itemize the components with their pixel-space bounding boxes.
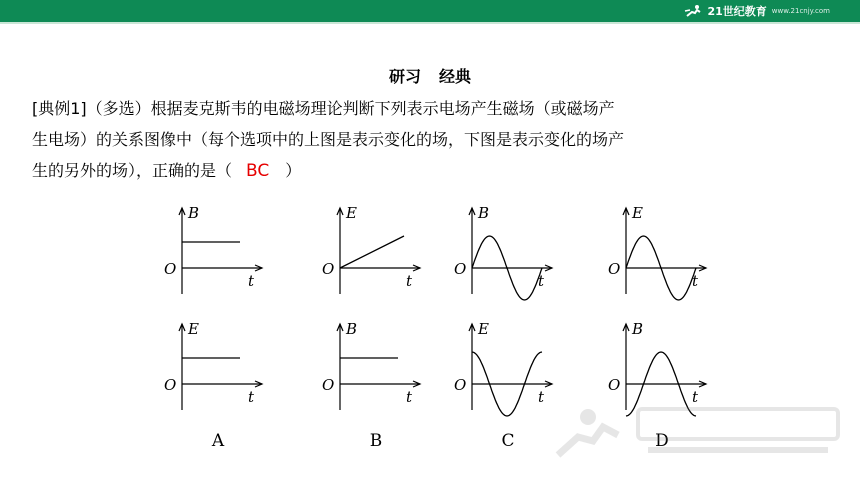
origin-label: O [454, 376, 467, 394]
y-axis-label: B [632, 320, 644, 338]
x-axis-label: t [248, 272, 255, 290]
question-line-2: 生电场）的关系图像中（每个选项中的上图是表示变化的场，下图是表示变化的场产 [32, 130, 625, 149]
y-axis-label: B [188, 204, 200, 222]
logo-url: www.21cnjy.com [771, 7, 830, 15]
option-label: A [211, 431, 225, 451]
origin-label: O [454, 260, 467, 278]
question-line-3-text: 生的另外的场），正确的是（ [32, 161, 233, 180]
graph-curve [340, 236, 404, 268]
x-axis-label: t [692, 272, 699, 290]
x-axis-label: t [538, 388, 545, 406]
y-axis-label: E [346, 204, 357, 222]
x-axis-label: t [248, 388, 255, 406]
origin-label: O [322, 260, 335, 278]
answer-text: BC [246, 161, 270, 181]
y-axis-label: E [478, 320, 489, 338]
option-label: C [501, 431, 515, 451]
origin-label: O [608, 376, 621, 394]
origin-label: O [322, 376, 335, 394]
y-axis-label: E [188, 320, 199, 338]
x-axis-label: t [692, 388, 699, 406]
origin-label: O [164, 260, 177, 278]
section-title-part2: 经典 [439, 67, 472, 86]
option-label: D [655, 431, 669, 451]
question-line-3-close: ） [285, 161, 302, 180]
section-title-part1: 研习 [388, 67, 421, 86]
origin-label: O [164, 376, 177, 394]
logo-text: 21世纪教育 [707, 5, 767, 18]
x-axis-label: t [538, 272, 545, 290]
option-label: B [369, 431, 383, 451]
origin-label: O [608, 260, 621, 278]
y-axis-label: E [632, 204, 643, 222]
question-line-1: [典例1]（多选）根据麦克斯韦的电磁场理论判断下列表示电场产生磁场（或磁场产 [32, 99, 615, 118]
y-axis-label: B [478, 204, 490, 222]
x-axis-label: t [406, 272, 413, 290]
x-axis-label: t [406, 388, 413, 406]
y-axis-label: B [346, 320, 358, 338]
